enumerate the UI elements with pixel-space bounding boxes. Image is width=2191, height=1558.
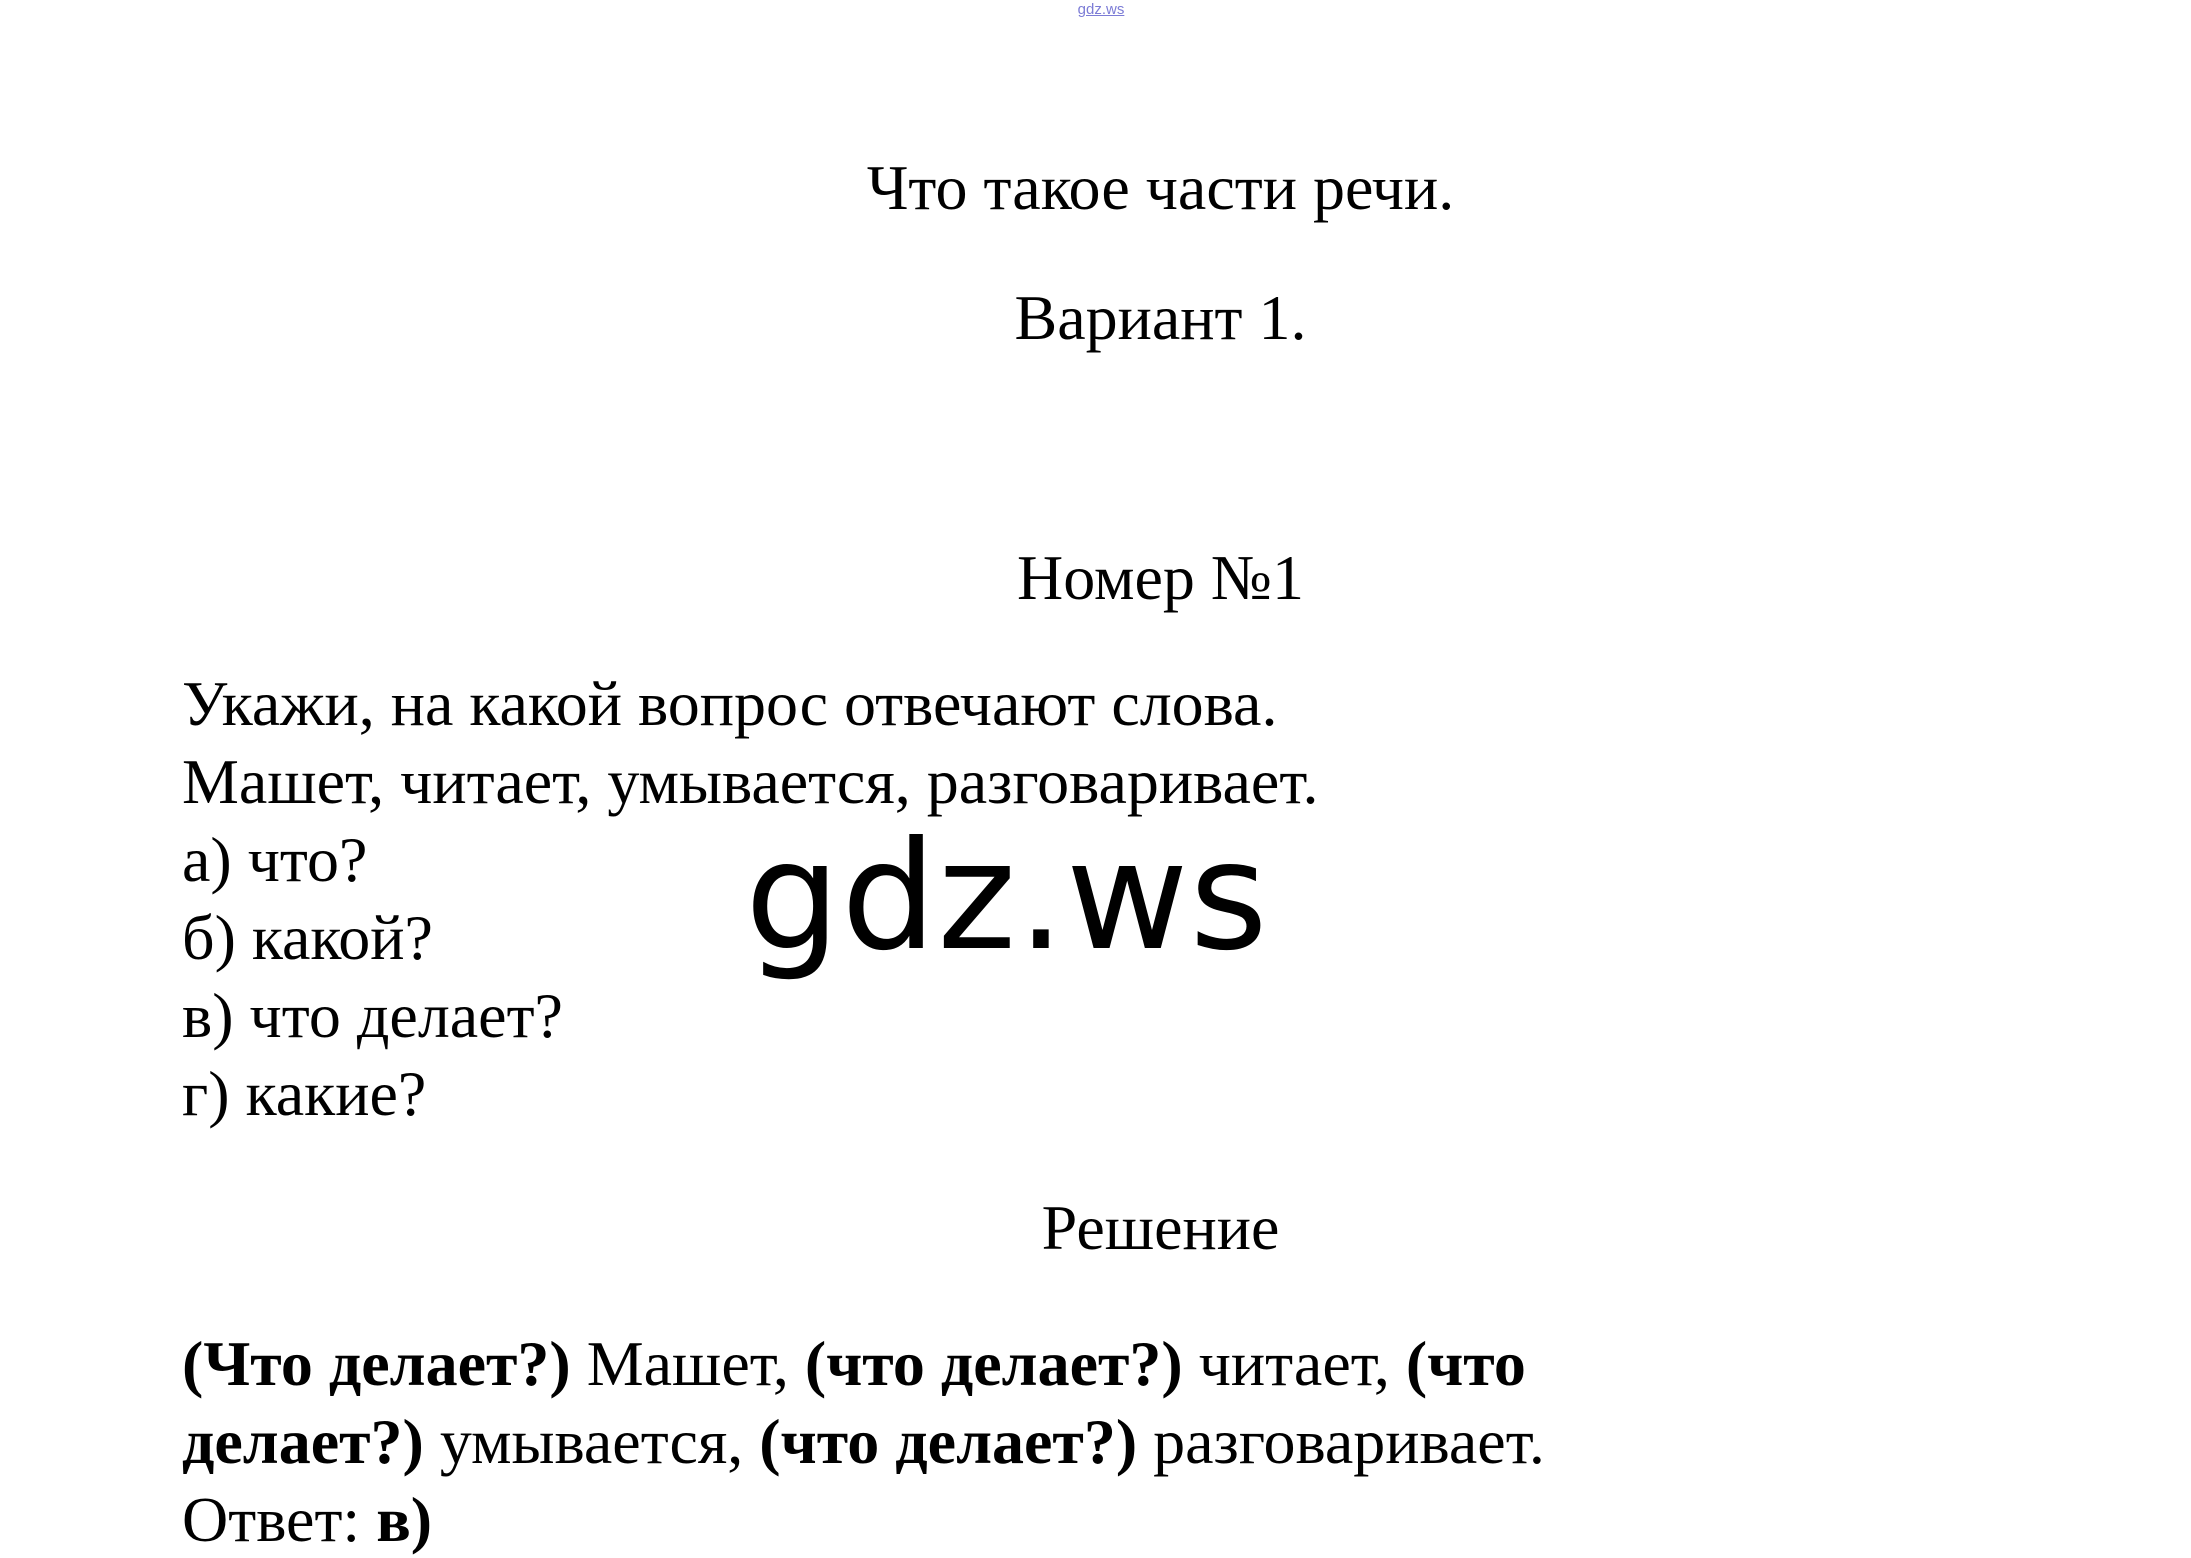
answer-option-a: а) что? [182,824,368,895]
watermark-logo: gdz.ws [745,810,1269,984]
solution-word: Машет, [570,1328,805,1399]
solution-word: разговаривает. [1137,1406,1545,1477]
solution-question: (что [1405,1328,1526,1399]
solution-heading: Решение [1041,1192,1280,1263]
answer-option-d: г) какие? [182,1058,427,1129]
answer-value: в) [376,1484,433,1555]
solution-question: (что делает?) [759,1406,1138,1477]
document-title: Что такое части речи. [866,152,1455,223]
task-prompt: Укажи, на какой вопрос отвечают слова. [182,668,1278,739]
solution-question: (Что делает?) [182,1328,571,1399]
answer-line [182,1482,432,1558]
task-words: Машет, читает, умывается, разговаривает. [182,746,1319,817]
solution-word: читает, [1182,1328,1406,1399]
answer-option-b: б) какой? [182,902,433,973]
variant-heading: Вариант 1. [1014,282,1307,353]
task-number-heading: Номер №1 [1017,542,1304,613]
solution-question: (что делает?) [804,1328,1183,1399]
solution-text-line-2 [182,1404,1545,1480]
answer-label: Ответ: [182,1484,377,1555]
solution-word: умывается, [423,1406,760,1477]
answer-option-c: в) что делает? [182,980,563,1051]
solution-text-line-1 [182,1326,1526,1402]
site-mark-link[interactable]: gdz.ws [1077,1,1125,18]
solution-question: делает?) [182,1406,424,1477]
